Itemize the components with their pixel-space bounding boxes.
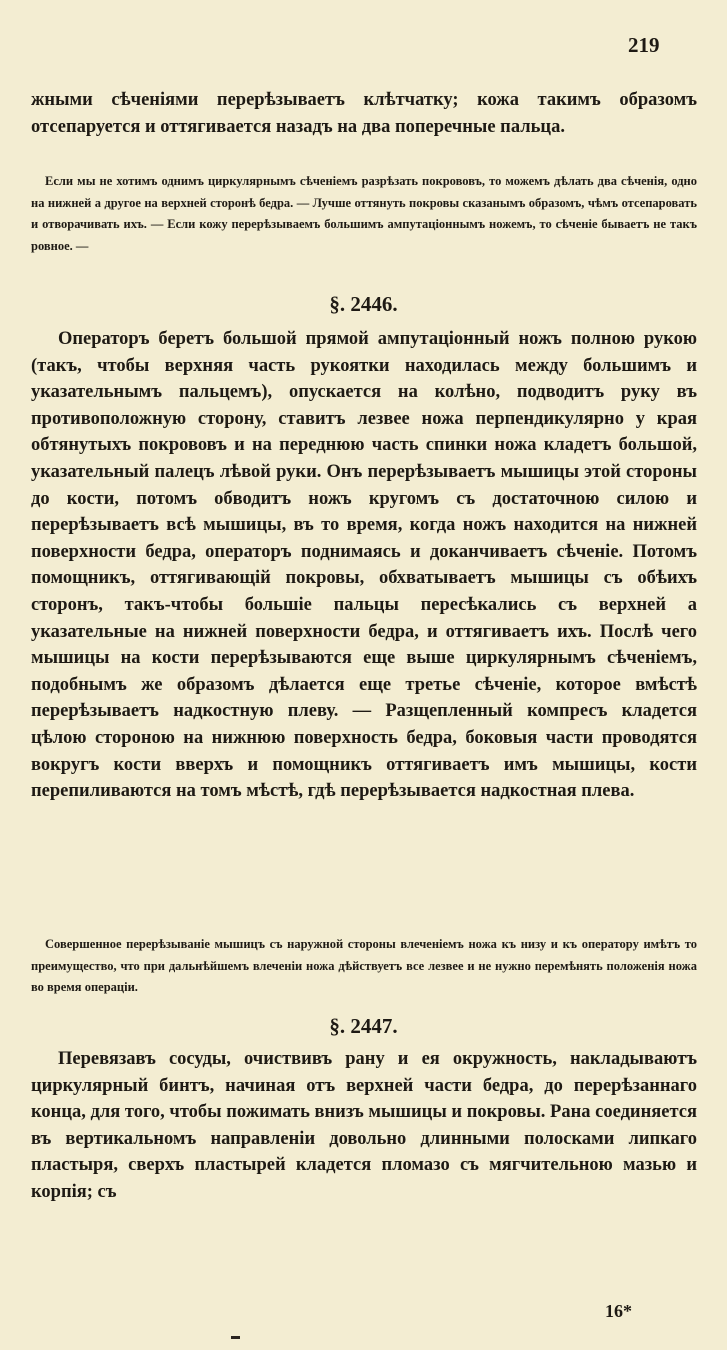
page-number: 219 [628, 33, 660, 57]
footnote-2 [31, 934, 697, 999]
note-text: Совершенное перерѣзываніе мышицъ съ наружной стороны влеченіемъ ножа къ низу и къ оператору имѣтъ то преимущество, что при дальнѣйшемъ влеченіи ножа дѣйствуетъ все лезвее и не нужно перемѣнять положенія ножа во время операціи. [31, 937, 697, 995]
section-heading-2446: §. 2446. [329, 292, 398, 316]
paragraph-2447 [31, 1046, 697, 1206]
paragraph-2446 [31, 326, 697, 805]
paragraph-text: жными сѣченіями перерѣзываетъ клѣтчатку; кожа такимъ образомъ отсепаруется и оттягивается назадъ на два поперечные пальца. [31, 90, 697, 137]
note-text: Если мы не хотимъ однимъ циркулярнымъ сѣченіемъ разрѣзать покрововъ, то можемъ дѣлать два сѣченія, одно на нижней а другое на верхней сторонѣ бедра. — Лучше оттянуть покровы сказанымъ образомъ, чѣмъ отсепаровать и отворачивать ихъ. — Если кожу перерѣзываемъ большимъ ампутаціоннымъ ножемъ, то сѣченіе бываетъ не такъ ровное. — [31, 174, 697, 254]
section-heading-2447: §. 2447. [329, 1014, 398, 1038]
signature-mark: 16* [605, 1301, 632, 1321]
paragraph-text: Операторъ беретъ большой прямой ампутаціонный ножъ полною рукою (такъ, чтобы верхняя часть рукоятки находилась между большимъ и указательнымъ пальцемъ), опускается на колѣно, подводитъ руку въ противоположную сторону, ставитъ лезвее ножа перпендикулярно у края обтянутыхъ покрововъ и на переднюю часть спинки ножа кладетъ большой, указательный палецъ лѣвой руки. Онъ перерѣзываетъ мышицы этой стороны до кости, потомъ обводитъ ножъ кругомъ съ достаточною силою и перерѣзываетъ всѣ мышицы, въ то время, когда ножъ находится на нижней поверхности бедра, операторъ поднимаясь и доканчиваетъ сѣченіе. Потомъ помощникъ, оттягивающій покровы, обхватываетъ мышицы съ обѣихъ сторонъ, такъ-чтобы большіе пальцы пересѣкались съ верхней а указательные на нижней поверхности бедра, и оттягиваетъ ихъ. Послѣ чего мышицы на кости перерѣзываются еще выше циркулярнымъ сѣченіемъ, подобнымъ же образомъ дѣлается еще третье сѣченіе, которое вмѣстѣ перерѣзываетъ надкостную плеву. — Разщепленный компресъ кладется цѣлою стороною на нижнюю поверхность бедра, боковыя части проводятся вокругъ кости вверхъ и помощникъ оттягиваетъ имъ мышицы, кости перепиливаются на томъ мѣстѣ, гдѣ перерѣзывается надкостная плева. [31, 329, 697, 802]
paragraph-text: Перевязавъ сосуды, очиствивъ рану и ея окружность, накладываютъ циркулярный бинтъ, начиная отъ верхней части бедра, до перерѣзаннаго конца, для того, чтобы пожимать внизъ мышицы и покровы. Рана соединяется въ вертикальномъ направленіи довольно длинными полосками липкаго пластыря, сверхъ пластырей кладется пломазо съ мягчительною мазью и корпія; съ [31, 1049, 697, 1202]
footnote-1 [31, 171, 697, 258]
continued-paragraph [31, 87, 697, 140]
print-mark [231, 1336, 240, 1339]
